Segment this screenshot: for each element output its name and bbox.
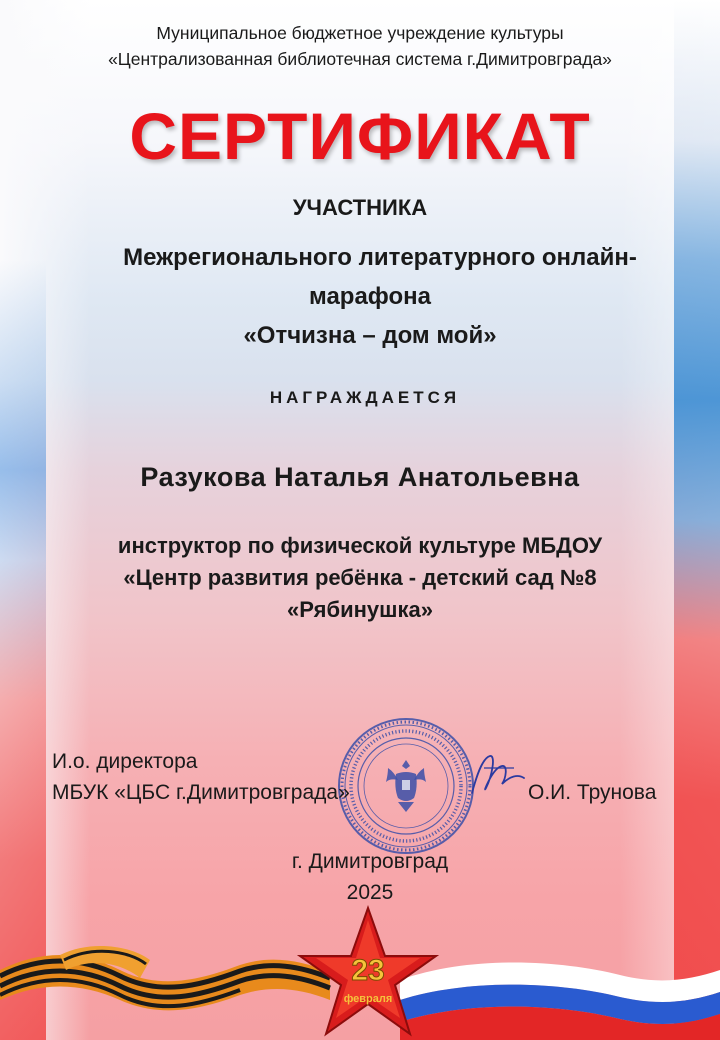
- signer-role-line-2: МБУК «ЦБС г.Димитровграда»: [52, 781, 350, 804]
- recipient-name: Разукова Наталья Анатольевна: [140, 462, 580, 492]
- event-name-line-2: марафона: [309, 283, 431, 310]
- signer-name: О.И. Трунова: [528, 781, 657, 804]
- recipient-position-line-3: «Рябинушка»: [287, 597, 433, 622]
- recipient-position-line-2: «Центр развития ребёнка - детский сад №8: [123, 565, 597, 590]
- badge-number: 23: [351, 954, 385, 987]
- signer-role-line-1: И.о. директора: [52, 750, 198, 773]
- certificate-title: СЕРТИФИКАТ: [129, 99, 591, 173]
- stamp-seal-icon: [336, 716, 476, 856]
- city: г. Димитровград: [291, 850, 449, 873]
- coat-of-arms-icon: [386, 760, 426, 812]
- certificate-subtitle: УЧАСТНИКА: [292, 195, 428, 220]
- event-name-line-1: Межрегионального литературного онлайн-: [123, 244, 637, 271]
- footer-decoration: [0, 900, 720, 1040]
- event-name-line-3: «Отчизна – дом мой»: [243, 322, 497, 349]
- russian-flag-icon: [400, 963, 720, 1040]
- organization-line-2: «Централизованная библиотечная система г.Димитровграда»: [108, 49, 612, 69]
- year: 2025: [346, 881, 394, 904]
- st-george-ribbon-icon: [0, 946, 330, 1010]
- badge-text: февраля: [343, 993, 393, 1005]
- awarded-label: НАГРАЖДАЕТСЯ: [269, 388, 461, 407]
- recipient-position-line-1: инструктор по физической культуре МБДОУ: [117, 533, 603, 558]
- signature-icon: [462, 748, 532, 808]
- organization-line-1: Муниципальное бюджетное учреждение культуры: [156, 23, 564, 43]
